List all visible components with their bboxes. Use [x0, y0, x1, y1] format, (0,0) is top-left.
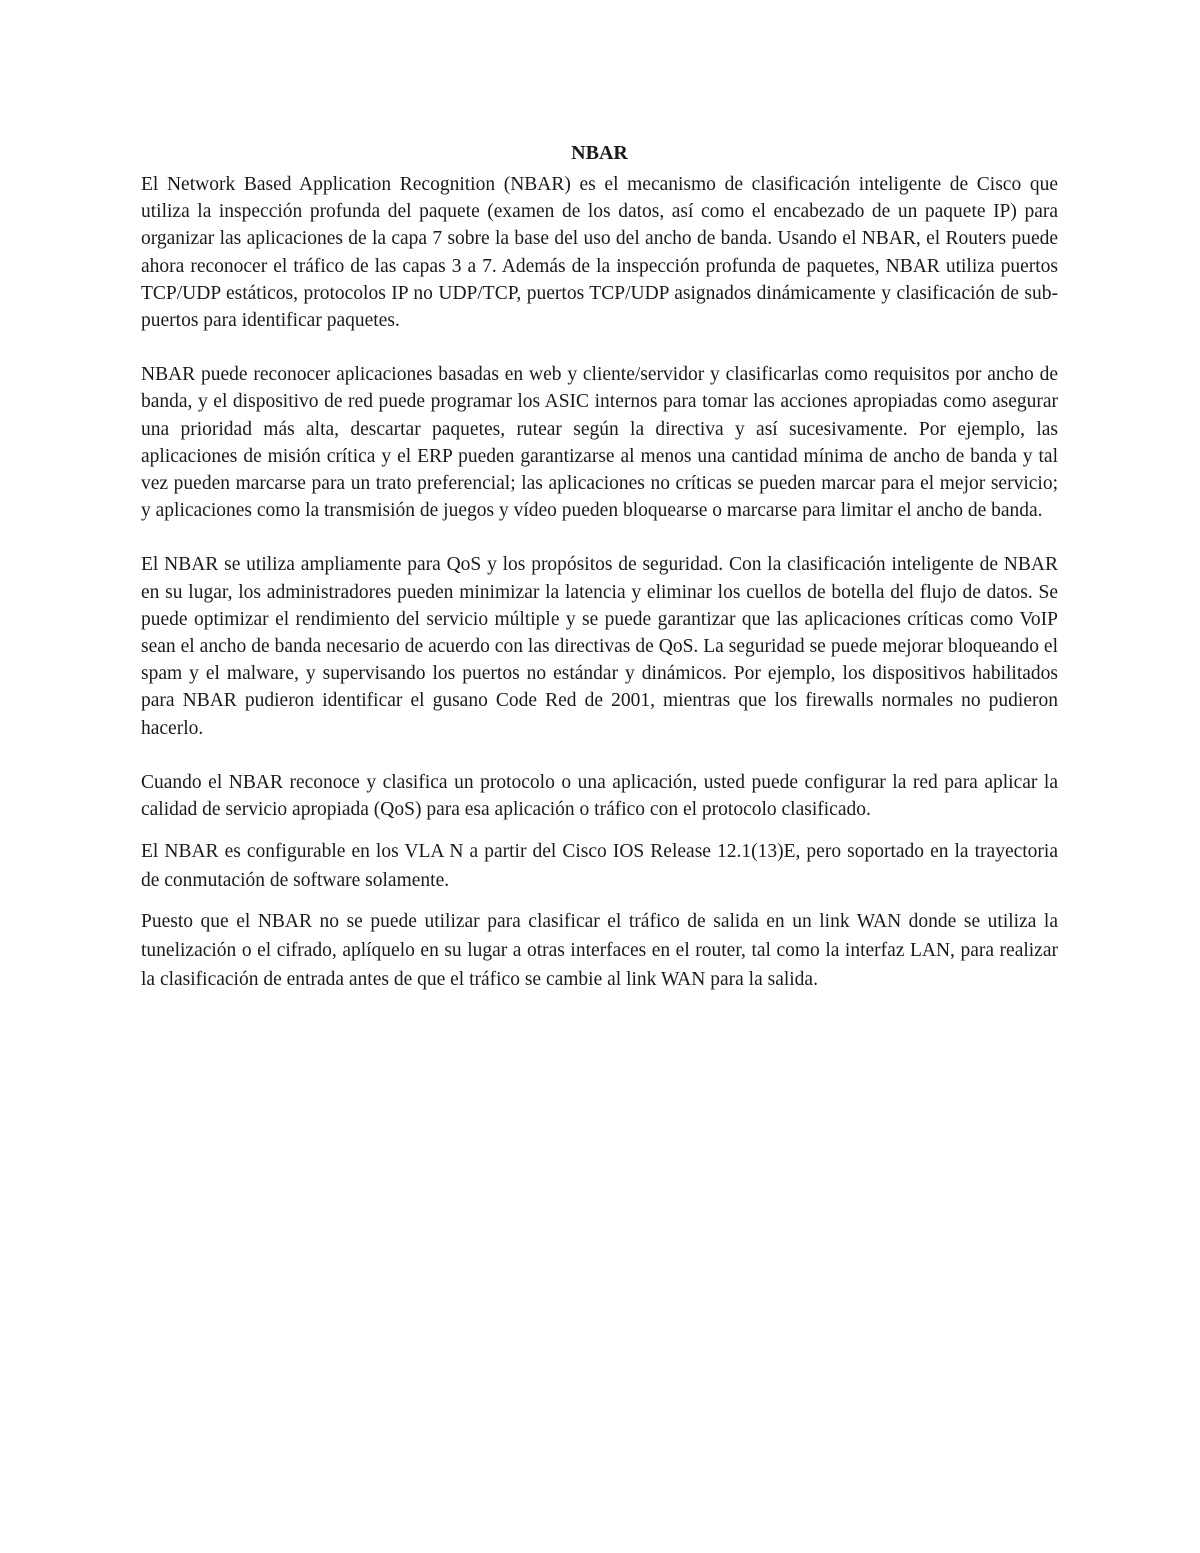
- document-title: NBAR: [571, 142, 628, 164]
- document-page: [141, 140, 1058, 994]
- paragraph-wan: Puesto que el NBAR no se puede utilizar para clasificar el tráfico de salida en un link WAN donde se utiliza la tunelización o el cifrado, aplíquelo en su lugar a otras interfaces en el router, tal como la interfaz LAN, para realizar la clasificación de entrada antes de que el tráfico se cambie al link WAN para la salida.: [141, 911, 1058, 991]
- paragraph-intro: El Network Based Application Recognition (NBAR) es el mecanismo de clasificación inteligente de Cisco que utiliza la inspección profunda del paquete (examen de los datos, así como el encabezado de un paquete IP) para organizar las aplicaciones de la capa 7 sobre la base del uso del ancho de banda. Usando el NBAR, el Routers puede ahora reconocer el tráfico de las capas 3 a 7. Además de la inspección profunda de paquetes, NBAR utiliza puertos TCP/UDP estáticos, protocolos IP no UDP/TCP, puertos TCP/UDP asignados dinámicamente y clasificación de sub-puertos para identificar paquetes.: [141, 174, 1058, 332]
- paragraph-vlan: El NBAR es configurable en los VLA N a partir del Cisco IOS Release 12.1(13)E, pero soportado en la trayectoria de conmutación de software solamente.: [141, 841, 1058, 892]
- paragraph-applications: NBAR puede reconocer aplicaciones basadas en web y cliente/servidor y clasificarlas como requisitos por ancho de banda, y el dispositivo de red puede programar los ASIC internos para tomar las acciones apropiadas como asegurar una prioridad más alta, descartar paquetes, rutear según la directiva y así sucesivamente. Por ejemplo, las aplicaciones de misión crítica y el ERP pueden garantizarse al menos una cantidad mínima de ancho de banda y tal vez pueden marcarse para un trato preferencial; las aplicaciones no críticas se pueden marcar para el mejor servicio; y aplicaciones como la transmisión de juegos y vídeo pueden bloquearse o marcarse para limitar el ancho de banda.: [141, 364, 1058, 522]
- paragraph-configure-qos: Cuando el NBAR reconoce y clasifica un protocolo o una aplicación, usted puede configurar la red para aplicar la calidad de servicio apropiada (QoS) para esa aplicación o tráfico con el protocolo clasificado.: [141, 771, 1058, 821]
- paragraph-qos-security: El NBAR se utiliza ampliamente para QoS y los propósitos de seguridad. Con la clasificación inteligente de NBAR en su lugar, los administradores pueden minimizar la latencia y eliminar los cuellos de botella del flujo de datos. Se puede optimizar el rendimiento del servicio múltiple y se puede garantizar que las aplicaciones críticas como VoIP sean el ancho de banda necesario de acuerdo con las directivas de QoS. La seguridad se puede mejorar bloqueando el spam y el malware, y supervisando los puertos no estándar y dinámicos. Por ejemplo, los dispositivos habilitados para NBAR pudieron identificar el gusano Code Red de 2001, mientras que los firewalls normales no pudieron hacerlo.: [141, 554, 1058, 739]
